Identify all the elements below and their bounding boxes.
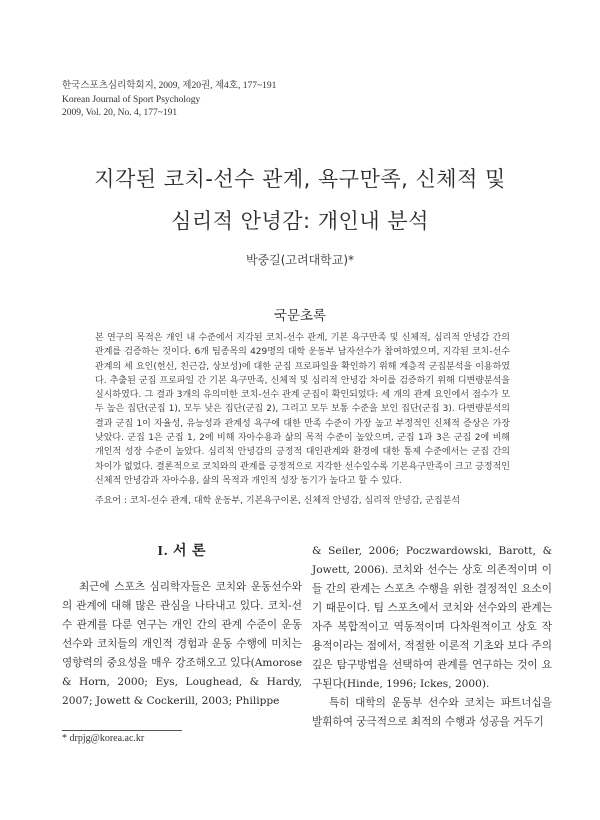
body-paragraph: 특히 대학의 운동부 선수와 코치는 파트너십을 발휘하여 궁극적으로 최적의 수행과 성공을 거두기 — [312, 697, 552, 728]
author: 박중길(고려대학교)* — [245, 253, 355, 267]
left-column — [62, 540, 302, 711]
journal-citation — [62, 80, 276, 121]
section-title: I. 서 론 — [157, 544, 207, 559]
right-column — [312, 542, 552, 732]
paper-title-line-2: 심리적 안녕감: 개인내 분석 — [171, 209, 429, 233]
body-paragraph-continued: & Seiler, 2006; Poczwardowski, Barott, & Jowett, 2006). 코치와 선수는 상호 의존적이며 이들 간의 관계는 스포츠 수행을 위한 결정적인 요소이기 때문이다. 팀 스포츠에서 코치와 선수와의 관계는 자주 복합적이고 역동적이며 다차원적이고 상호 작용적이라는 점에서, 적절한 이론적 기초와 보다 주의깊은 탐구방법을 선택하여 관계를 연구하는 것이 요구된다(Hinde, 1996; Ickes, 2000). — [312, 545, 552, 690]
journal-volume: 2009, Vol. 20, No. 4, 177~191 — [62, 108, 178, 118]
paper-title-line-1: 지각된 코치-선수 관계, 욕구만족, 신체적 및 — [94, 167, 506, 191]
paper-title — [0, 158, 600, 242]
body-paragraph: 최근에 스포츠 심리학자들은 코치와 운동선수와의 관계에 대해 많은 관심을 나타내고 있다. 코치-선수 관계를 다룬 연구는 개인 간의 관계 수준이 운동선수와 코치들의 개인적 경험과 운동 수행에 미치는 영향력의 중요성을 매우 강조해오고 있다(Amorose & Horn, 2000; Eys, Loughead, & Hardy, 2007; Jowett & Cockerill, 2003; Philippe — [62, 581, 302, 707]
footnote-divider — [62, 730, 182, 731]
journal-name-korean: 한국스포츠심리학회지, 2009, 제20권, 제4호, 177~191 — [62, 81, 277, 91]
abstract-text: 본 연구의 목적은 개인 내 수준에서 지각된 코치-선수 관계, 기본 욕구만족 및 신체적, 심리적 안녕감 간의 관계를 검증하는 것이다. 6개 팀종목의 429명의 대학 운동부 남자선수가 참여하였으며, 지각된 코치-선수 관계의 세 요인(헌신, 친근감, 상보성)에 대한 군집 프로파일을 확인하기 위해 계층적 군집분석을 이용하였다. 추출된 군집 프로파일 간 기본 욕구만족, 신체적 및 심리적 안녕감 차이를 검증하기 위해 디변량분석을 실시하였다. 그 결과 3개의 유의미한 코치-선수 관계 군집이 확인되었다: 세 개의 관계 요인에서 점수가 모두 높은 집단(군집 1), 모두 낮은 집단(군집 2), 그리고 모두 보통 수준을 보인 집단(군집 3). 다변량분석의 결과 군집 1이 자율성, 유능성과 관계성 욕구에 대한 만족 수준이 가장 높고 부정적인 신체적 증상은 가장 낮았다. 군집 1은 군집 1, 2에 비해 자아수용과 삶의 목적 수준이 높았으며, 군집 1과 3은 군집 2에 비해 개인적 성장 수준이 높았다. 심리적 안녕감의 긍정적 대인관계와 환경에 대한 통제 수준에서는 군집 간의 차이가 없었다. 결론적으로 코치와의 관계를 긍정적으로 지각한 선수일수록 기본욕구만족이 크고 긍정적인 신체적 안녕감과 자아수용, 삶의 목적과 개인적 성장 동기가 높다고 할 수 있다. — [95, 333, 510, 486]
journal-name-english: Korean Journal of Sport Psychology — [62, 94, 201, 105]
footnote-email: * drpjg@korea.ac.kr — [62, 733, 145, 744]
abstract-heading: 국문초록 — [273, 308, 327, 324]
keywords: 주요어 : 코치-선수 관계, 대학 운동부, 기본욕구이론, 신체적 안녕감, 심리적 안녕감, 군집분석 — [95, 496, 461, 506]
